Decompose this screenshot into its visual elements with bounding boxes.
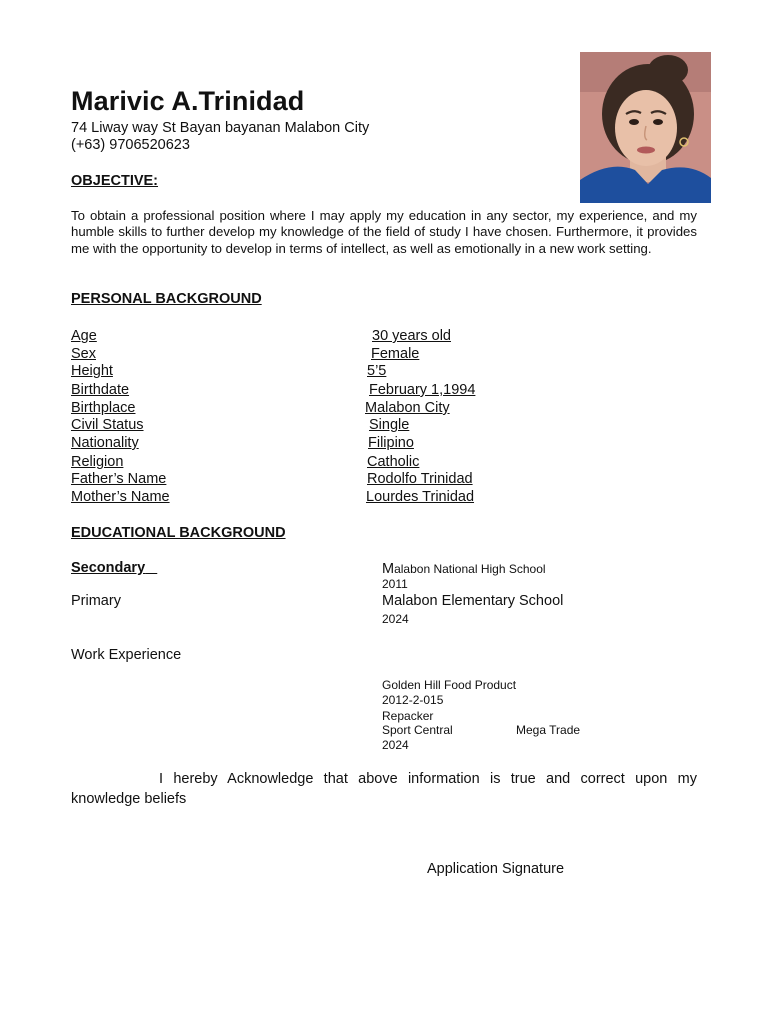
personal-row-birthdate	[71, 382, 491, 400]
personal-value: 5’5	[367, 363, 387, 379]
work-experience-heading: Work Experience	[71, 647, 182, 663]
secondary-label-text: Secondary	[71, 560, 146, 576]
personal-label: Birthdate	[71, 382, 130, 398]
work-year-2: 2024	[382, 738, 409, 752]
personal-row-civil-status	[71, 417, 491, 435]
personal-label: Mother’s Name	[71, 489, 170, 505]
work-period: 2012-2-015	[382, 693, 444, 707]
personal-row-mothers-name	[71, 489, 491, 507]
personal-label: Father’s Name	[71, 471, 167, 487]
personal-value: Rodolfo Trinidad	[367, 471, 473, 487]
primary-label: Primary	[71, 593, 121, 609]
personal-value: 30 years old	[372, 328, 451, 344]
personal-value: February 1,1994	[369, 382, 476, 398]
personal-value: Catholic	[367, 454, 420, 470]
acknowledgement	[71, 769, 697, 809]
personal-label: Nationality	[71, 435, 139, 451]
personal-label: Civil Status	[71, 417, 144, 433]
profile-photo-image	[580, 52, 711, 203]
objective-heading: OBJECTIVE:	[71, 173, 159, 189]
secondary-label	[71, 560, 157, 576]
personal-row-birthplace	[71, 400, 491, 418]
work-company-2: Sport Central	[382, 723, 453, 737]
secondary-school-rest: alabon National High School	[394, 562, 546, 576]
work-company: Golden Hill Food Product	[382, 678, 517, 692]
personal-label: Height	[71, 363, 113, 379]
personal-row-height	[71, 363, 491, 381]
address: 74 Liway way St Bayan bayanan Malabon City	[71, 120, 370, 136]
educational-background-heading: EDUCATIONAL BACKGROUND	[71, 525, 286, 541]
personal-background-heading: PERSONAL BACKGROUND	[71, 291, 262, 307]
phone-number: (+63) 9706520623	[71, 137, 190, 153]
personal-label: Religion	[71, 454, 124, 470]
personal-row-fathers-name	[71, 471, 491, 489]
secondary-school	[382, 560, 546, 578]
personal-row-age	[71, 328, 491, 346]
personal-value: Lourdes Trinidad	[366, 489, 475, 505]
secondary-school-initial: M	[382, 561, 395, 577]
personal-value: Female	[371, 346, 420, 362]
personal-row-sex	[71, 346, 491, 364]
personal-value: Single	[369, 417, 410, 433]
personal-label: Birthplace	[71, 400, 136, 416]
secondary-year: 2011	[382, 577, 408, 591]
acknowledgement-text: I hereby Acknowledge that above information is true and correct upon my knowledge beliefs	[71, 771, 697, 807]
signature-label: Application Signature	[427, 861, 565, 877]
applicant-name: Marivic A.Trinidad	[71, 86, 305, 116]
work-company-3: Mega Trade	[516, 723, 581, 737]
personal-label: Age	[71, 328, 97, 344]
primary-school: Malabon Elementary School	[382, 593, 564, 609]
personal-value: Malabon City	[365, 400, 450, 416]
personal-label: Sex	[71, 346, 96, 362]
personal-row-nationality	[71, 435, 491, 453]
profile-photo	[580, 52, 711, 203]
personal-row-religion	[71, 454, 491, 472]
primary-year: 2024	[382, 612, 409, 626]
personal-value: Filipino	[368, 435, 414, 451]
work-position: Repacker	[382, 709, 434, 723]
objective-text: To obtain a professional position where I may apply my education in any sector, my experience, and my humble skills to further develop my knowledge of the field of study I have chosen. Furthermore, it provides me with the opportunity to develop in terms of intellect, as well as emotionally in a new work setting.	[71, 208, 697, 256]
